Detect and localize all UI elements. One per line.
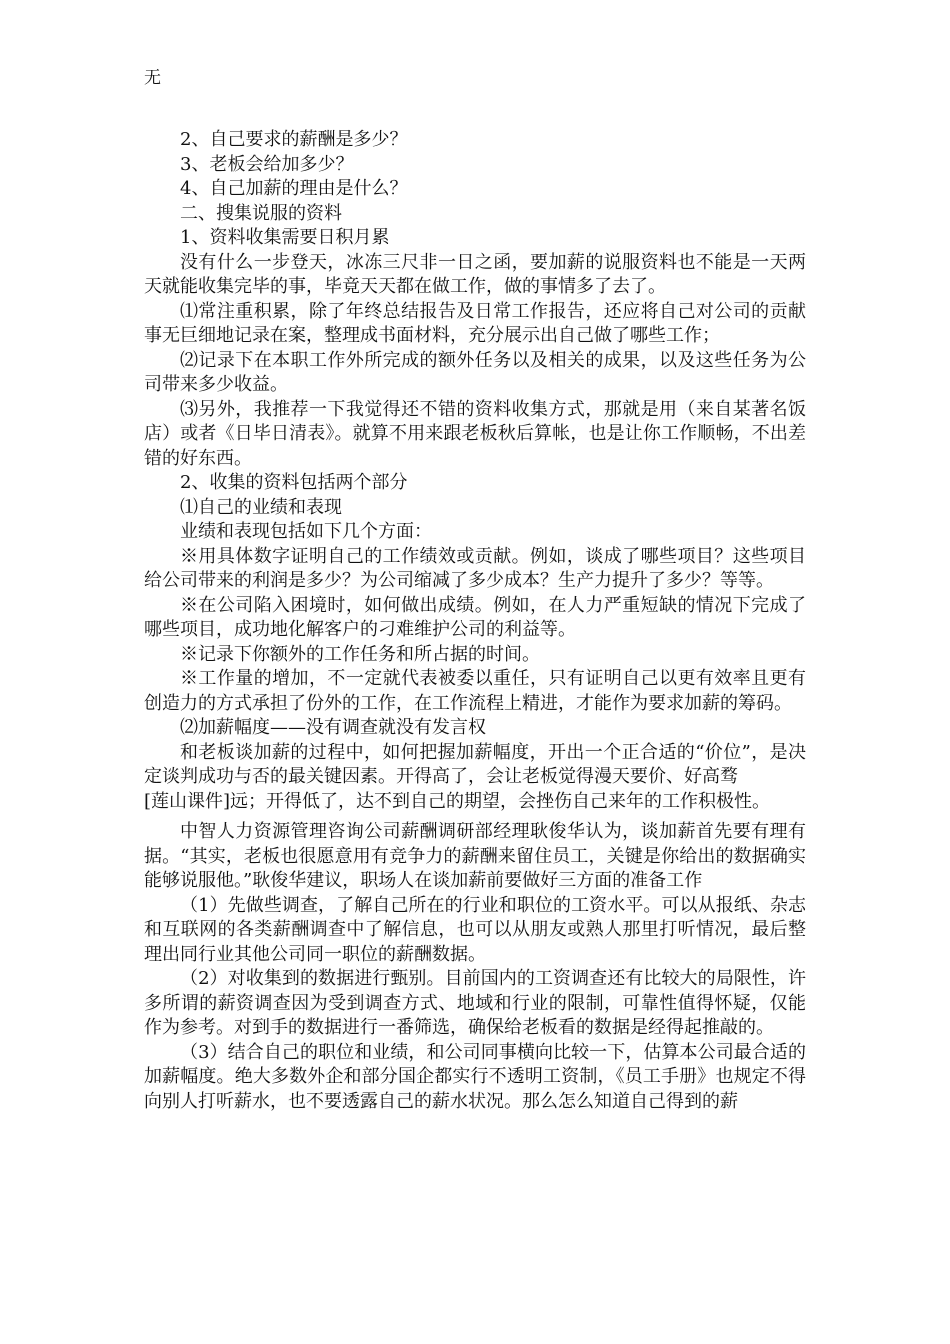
page-header: 无 [144, 68, 161, 88]
paragraph: 2、自己要求的薪酬是多少？ [180, 129, 408, 150]
paragraph: ⑴常注重积累，除了年终总结报告及日常工作报告，还应将自己对公司的贡献事无巨细地记录在案，整理成书面材料，充分展示出自己做了哪些工作； [144, 300, 806, 346]
paragraph: [莲山课件]远；开得低了，达不到自己的期望，会挫伤自己来年的工作积极性。 [144, 790, 771, 812]
paragraph: 3、老板会给加多少？ [180, 153, 354, 175]
paragraph: ※在公司陷入困境时，如何做出成绩。例如，在人力严重短缺的情况下完成了哪些项目，成功地化解客户的刁难维护公司的利益等。 [144, 594, 806, 640]
document-body [144, 128, 806, 1114]
paragraph: ⑴自己的业绩和表现 [180, 496, 342, 518]
paragraph: 4、自己加薪的理由是什么？ [180, 178, 408, 199]
section-heading: 二、搜集说服的资料 [180, 202, 342, 224]
subsection-heading: 1、资料收集需要日积月累 [180, 227, 390, 248]
paragraph: 没有什么一步登天，冰冻三尺非一日之函，要加薪的说服资料也不能是一天两天就能收集完毕的事，毕竟天天都在做工作，做的事情多了去了。 [144, 251, 806, 297]
paragraph: ⑶另外，我推荐一下我觉得还不错的资料收集方式，那就是用（来自某著名饭店）或者《日毕日清表》。就算不用来跟老板秋后算帐，也是让你工作顺畅，不出差错的好东西。 [144, 398, 806, 469]
paragraph: ※记录下你额外的工作任务和所占据的时间。 [180, 643, 540, 665]
paragraph: ※工作量的增加，不一定就代表被委以重任，只有证明自己以更有效率且更有创造力的方式承担了份外的工作，在工作流程上精进，才能作为要求加薪的筹码。 [144, 668, 806, 714]
paragraph: ※用具体数字证明自己的工作绩效或贡献。例如，谈成了哪些项目？这些项目给公司带来的利润是多少？为公司缩减了多少成本？生产力提升了多少？等等。 [144, 545, 806, 591]
paragraph: （1）先做些调查，了解自己所在的行业和职位的工资水平。可以从报纸、杂志和互联网的各类薪酬调查中了解信息，也可以从朋友或熟人那里打听情况，最后整理出同行业其他公司同一职位的薪酬数据。 [144, 894, 806, 965]
paragraph: 中智人力资源管理咨询公司薪酬调研部经理耿俊华认为，谈加薪首先要有理有据。“其实，老板也很愿意用有竞争力的薪酬来留住员工，关键是你给出的数据确实能够说服他。”耿俊华建议，职场人在谈加薪前要做好三方面的准备工作 [144, 821, 806, 891]
subsection-heading: 2、收集的资料包括两个部分 [180, 472, 408, 493]
paragraph: 和老板谈加薪的过程中，如何把握加薪幅度，开出一个正合适的“价位”，是决定谈判成功与否的最关键因素。开得高了，会让老板觉得漫天要价、好高骛 [144, 741, 806, 787]
paragraph: ⑵记录下在本职工作外所完成的额外任务以及相关的成果，以及这些任务为公司带来多少收益。 [144, 349, 806, 395]
paragraph: （2）对收集到的数据进行甄别。目前国内的工资调查还有比较大的局限性，许多所谓的薪资调查因为受到调查方式、地域和行业的限制，可靠性值得怀疑，仅能作为参考。对到手的数据进行一番筛选，确保给老板看的数据是经得起推敲的。 [144, 968, 806, 1038]
paragraph: ⑵加薪幅度——没有调查就没有发言权 [180, 717, 486, 738]
paragraph: （3）结合自己的职位和业绩，和公司同事横向比较一下，估算本公司最合适的加薪幅度。绝大多数外企和部分国企都实行不透明工资制，《员工手册》也规定不得向别人打听薪水，也不要透露自己的薪水状况。那么怎么知道自己得到的薪 [144, 1041, 806, 1112]
paragraph: 业绩和表现包括如下几个方面： [180, 521, 432, 542]
